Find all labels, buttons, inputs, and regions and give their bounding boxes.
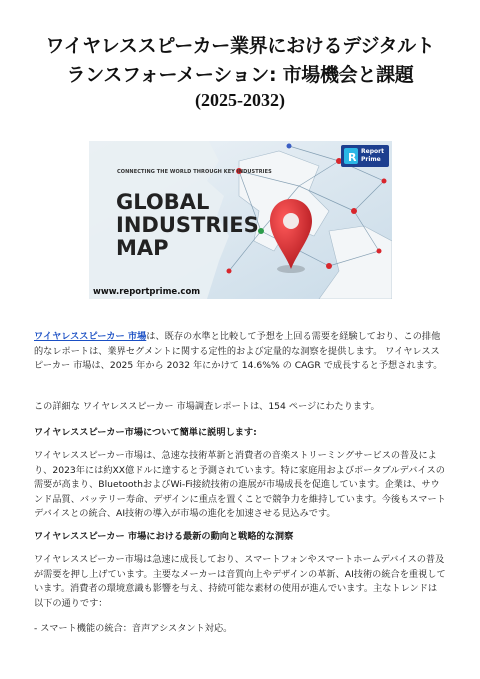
hero-headline-1: GLOBAL — [116, 190, 210, 214]
logo-text-1: Report — [361, 148, 384, 155]
intro-paragraph — [34, 330, 446, 374]
page-title — [20, 32, 460, 90]
svg-text:R: R — [348, 151, 357, 164]
section1-body: ワイヤレススピーカー市場は、急速な技術革新と消費者の音楽ストリーミングサービスの普及により、2023年には約XX億ドルに達すると予測されています。特に家庭用およびポータブルデバイスの需要が高まり、BluetoothおよびWi-Fi接続技術の進展が市場成長を促進しています。企業は、サウンド品質、バッテリー寿命、デザインに重点を置くことで競争力を維持しています。今後もスマートデバイスとの統合、AI技術の導入が市場の進化を加速させる見込みです。 — [34, 450, 446, 520]
title-line-2: ランスフォーメーション: 市場機会と課題 — [66, 64, 414, 86]
market-link[interactable]: ワイヤレススピーカー 市場 — [34, 331, 147, 342]
hero-headline-2: INDUSTRIES — [116, 213, 259, 237]
title-years: (2025-2032) — [195, 90, 285, 110]
pages-paragraph: この詳細な ワイヤレススピーカー 市場調査レポートは、154 ページにわたります。 — [34, 401, 380, 412]
hero-tagline: CONNECTING THE WORLD THROUGH KEY INDUSTRIES — [117, 169, 272, 175]
hero-url: www.reportprime.com — [93, 287, 201, 297]
hero-headline-3: MAP — [116, 236, 169, 260]
section1-heading: ワイヤレススピーカー市場について簡単に説明します: — [34, 427, 257, 438]
section2-heading: ワイヤレススピーカー 市場における最新の動向と戦略的な洞察 — [34, 531, 294, 542]
title-line-1: ワイヤレススピーカー業界におけるデジタルト — [45, 35, 435, 57]
intro-text: は、既存の水準と比較して予想を上回る需要を経験しており、この排他的なレポートは、業界セグメントに関する定性的および定量的な洞察を提供します。 ワイヤレススピーカー 市場は、2025 年から 2032 年にかけて 14.6%% の CAGR で成長すると予想されます。 — [34, 331, 443, 372]
logo-text-2: Prime — [361, 156, 381, 163]
hero-image — [89, 141, 392, 299]
section2-body: ワイヤレススピーカー市場は急速に成長しており、スマートフォンやスマートホームデバイスの普及が需要を押し上げています。主要なメーカーは音質向上やデザインの革新、AI技術の統合を重視しています。消費者の環境意識も影響を与え、持続可能な素材の使用が進んでいます。主なトレンドは以下の通りです： — [34, 554, 446, 609]
section2-bullet: - スマート機能の統合：音声アシスタント対応。 — [34, 623, 233, 634]
